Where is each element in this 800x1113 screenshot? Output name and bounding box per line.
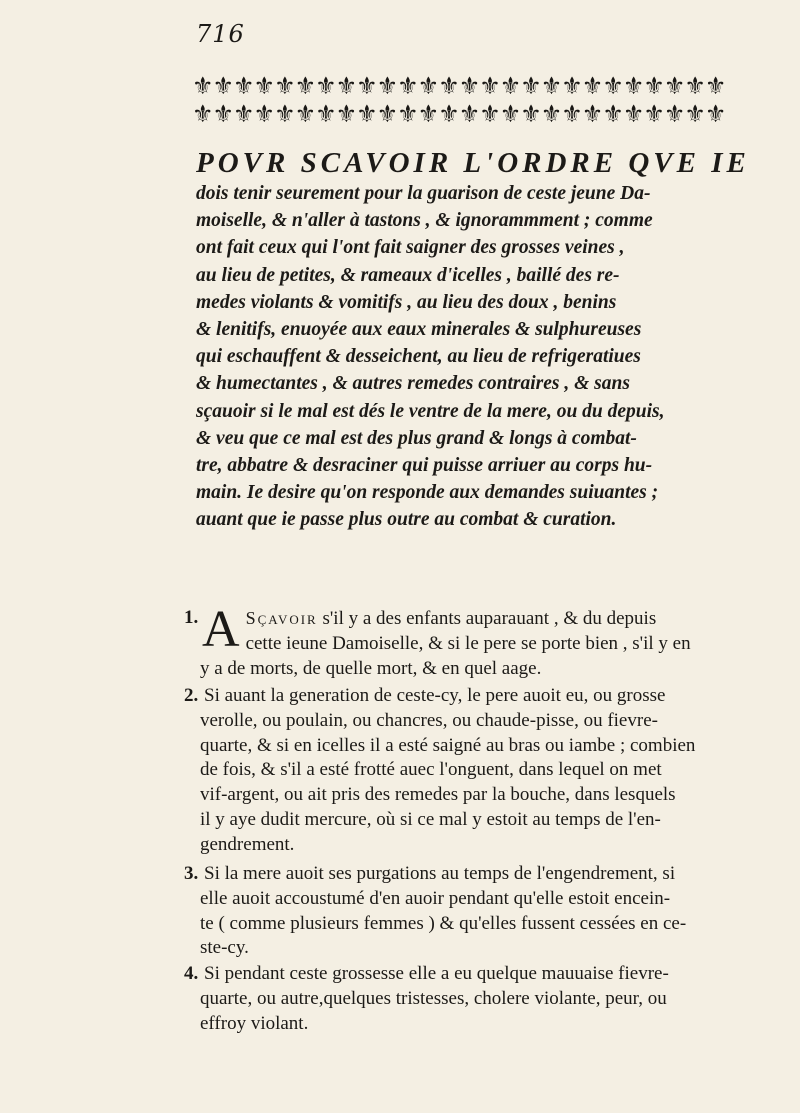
intro-line: main. Ie desire qu'on responde aux demandes suiuantes ;	[196, 482, 659, 504]
question-line: te ( comme plusieurs femmes ) & qu'elles fussent cessées en ce-	[200, 912, 687, 934]
question-line: ste-cy.	[200, 937, 249, 959]
question-line: Si auant la generation de ceste-cy, le pere auoit eu, ou grosse	[204, 685, 666, 706]
question-line: cette ieune Damoiselle, & si le pere se porte bien , s'il y en	[245, 632, 691, 654]
intro-line: au lieu de petites, & rameaux d'icelles , baillé des re-	[196, 264, 620, 286]
intro-line: qui eschauffent & desseichent, au lieu de refrigeratiues	[196, 346, 641, 368]
question-line	[246, 606, 784, 632]
intro-line: moiselle, & n'aller à tastons , & ignorammment ; comme	[196, 210, 653, 232]
question-line: de fois, & s'il a esté frotté auec l'onguent, dans lequel on met	[200, 759, 662, 781]
small-caps-word: Sçavoir	[245, 608, 318, 628]
question-line-text: s'il y a des enfants auparauant , & du depuis	[317, 608, 657, 629]
fleuron-row-bottom: ⚜⚜⚜⚜⚜⚜⚜⚜⚜⚜⚜⚜⚜⚜⚜⚜⚜⚜⚜⚜⚜⚜⚜⚜⚜⚜	[192, 100, 726, 128]
intro-line: ont fait ceux qui l'ont fait saigner des grosses veines ,	[196, 237, 625, 259]
intro-line: sçauoir si le mal est dés le ventre de la mere, ou du depuis,	[196, 400, 665, 422]
question-line: il y aye dudit mercure, où si ce mal y estoit au temps de l'en-	[200, 808, 661, 830]
page-number: 716	[196, 20, 245, 48]
question-number: 3.	[184, 863, 199, 884]
question-line: verolle, ou poulain, ou chancres, ou chaude-pisse, ou fievre-	[200, 709, 658, 731]
fleuron-ornament-band	[192, 72, 772, 138]
question-line: Si pendant ceste grossesse elle a eu quelque mauuaise fievre-	[204, 963, 669, 984]
question-line: Si la mere auoit ses purgations au temps de l'engendrement, si	[204, 863, 676, 884]
question-line: gendrement.	[200, 833, 295, 855]
intro-line: tre, abbatre & desraciner qui puisse arriuer au corps hu-	[196, 455, 653, 477]
intro-line: & humectantes , & autres remedes contraires , & sans	[196, 373, 630, 395]
question-line: quarte, & si en icelles il a esté saigné au bras ou iambe ; combien	[200, 734, 696, 756]
question-item-1	[184, 601, 784, 681]
intro-line: dois tenir seurement pour la guarison de ceste jeune Da-	[196, 183, 651, 204]
fleuron-row-top: ⚜⚜⚜⚜⚜⚜⚜⚜⚜⚜⚜⚜⚜⚜⚜⚜⚜⚜⚜⚜⚜⚜⚜⚜⚜⚜	[192, 72, 726, 100]
question-line: elle auoit accoustumé d'en auoir pendant qu'elle estoit encein-	[200, 887, 671, 909]
intro-line: auant que ie passe plus outre au combat & curation.	[196, 509, 617, 531]
intro-line: medes violants & vomitifs , au lieu des doux , benins	[196, 291, 617, 313]
drop-cap-letter: A	[202, 601, 240, 658]
question-number: 1.	[184, 607, 199, 628]
section-title: POVR SCAVOIR L'ORDRE QVE IE	[196, 147, 750, 179]
question-number: 2.	[184, 685, 199, 706]
intro-paragraph	[196, 180, 776, 534]
intro-line: & lenitifs, enuoyée aux eaux minerales & sulphureuses	[196, 319, 642, 341]
question-line: quarte, ou autre,quelques tristesses, cholere violante, peur, ou	[200, 987, 667, 1009]
question-item-3	[184, 862, 784, 961]
question-line: effroy violant.	[200, 1012, 309, 1034]
intro-line: & veu que ce mal est des plus grand & longs à combat-	[196, 427, 637, 449]
question-item-4	[184, 962, 784, 1036]
question-item-2	[184, 684, 784, 858]
question-number: 4.	[184, 963, 199, 984]
question-line: vif-argent, ou ait pris des remedes par la bouche, dans lesquels	[200, 784, 676, 806]
question-line: y a de morts, de quelle mort, & en quel aage.	[200, 657, 542, 679]
